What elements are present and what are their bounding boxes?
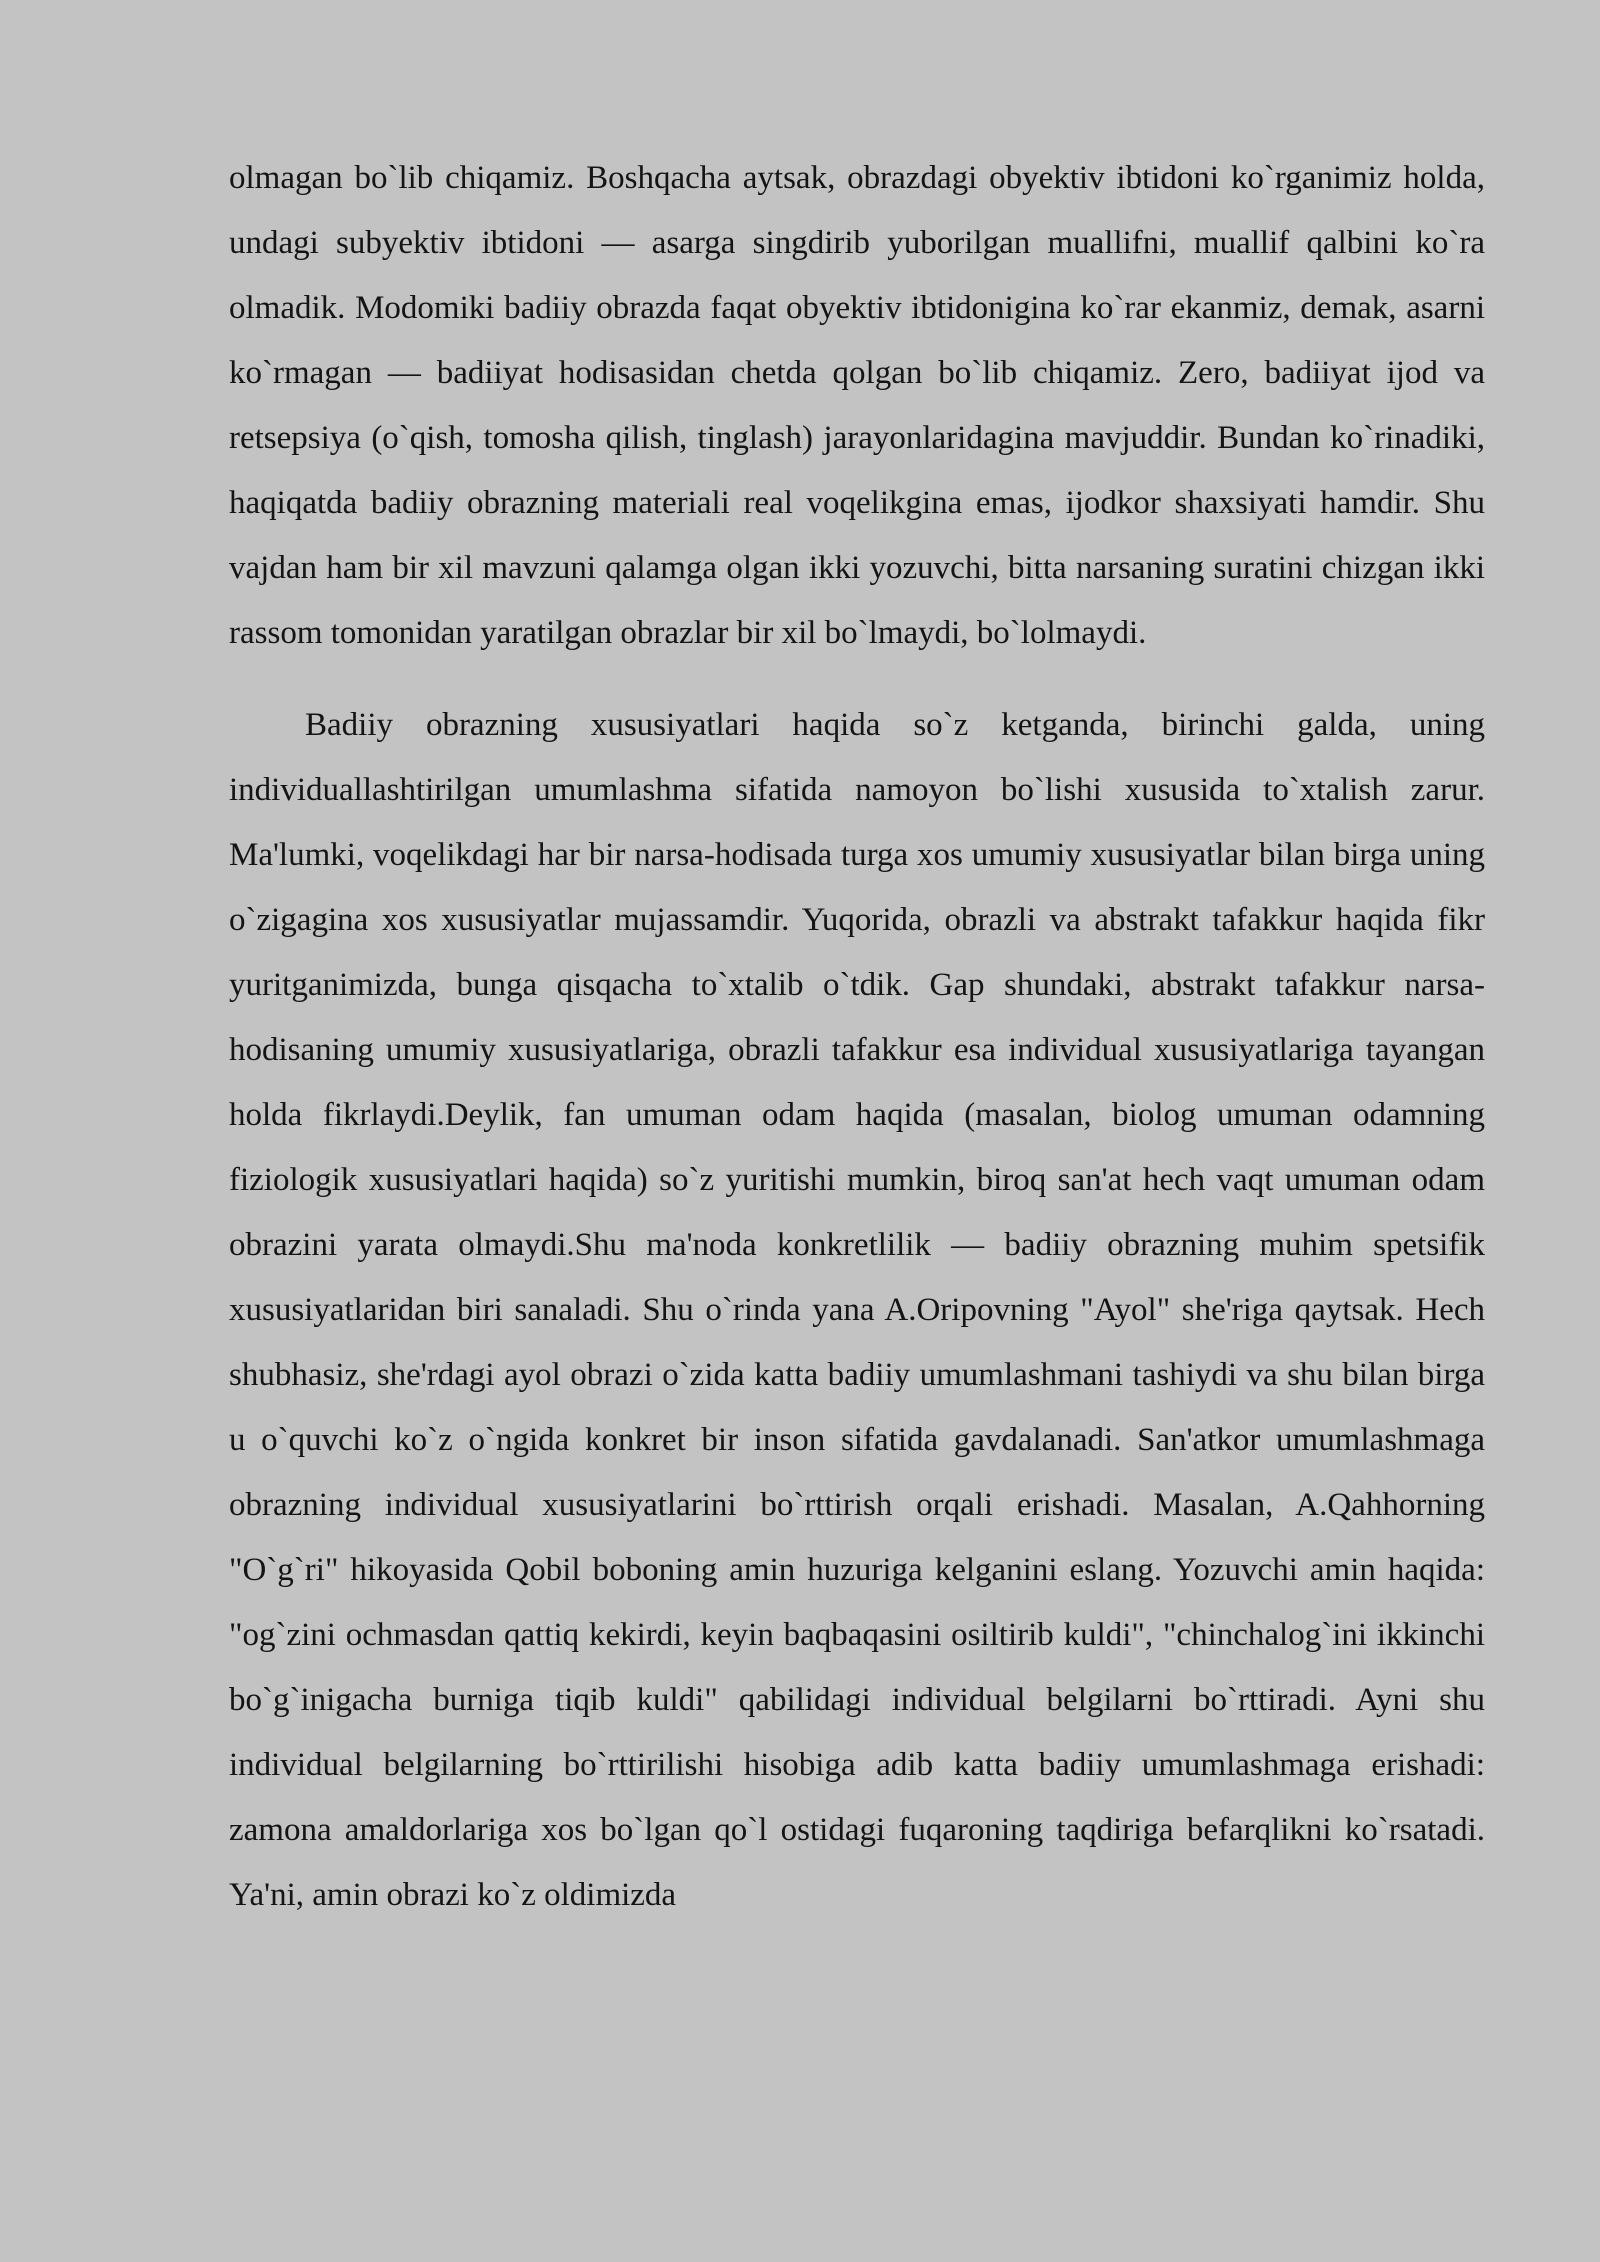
document-body [229, 146, 1485, 1928]
paragraph-1: olmagan bo`lib chiqamiz. Boshqacha aytsak, obrazdagi obyektiv ibtidoni ko`rganimiz holda, undagi subyektiv ibtidoni — asarga singdirib yuborilgan muallifni, muallif qalbini ko`ra olmadik. Modomiki badiiy obrazda faqat obyektiv ibtidonigina ko`rar ekanmiz, demak, asarni ko`rmagan — badiiyat hodisasidan chetda qolgan bo`lib chiqamiz. Zero, badiiyat ijod va retsepsiya (o`qish, tomosha qilish, tinglash) jarayonlaridagina mavjuddir. Bundan ko`rinadiki, haqiqatda badiiy obrazning materiali real voqelikgina emas, ijodkor shaxsiyati hamdir. Shu vajdan ham bir xil mavzuni qalamga olgan ikki yozuvchi, bitta narsaning suratini chizgan ikki rassom tomonidan yaratilgan obrazlar bir xil bo`lmaydi, bo`lolmaydi. [229, 160, 1485, 651]
paragraph-2: Badiiy obrazning xususiyatlari haqida so`z ketganda, birinchi galda, uning individuallashtirilgan umumlashma sifatida namoyon bo`lishi xususida to`xtalish zarur. Ma'lumki, voqelikdagi har bir narsa-hodisada turga xos umumiy xususiyatlar bilan birga uning o`zigagina xos xususiyatlar mujassamdir. Yuqorida, obrazli va abstrakt tafakkur haqida fikr yuritganimizda, bunga qisqacha to`xtalib o`tdik. Gap shundaki, abstrakt tafakkur narsa-hodisaning umumiy xususiyatlariga, obrazli tafakkur esa individual xususiyatlariga tayangan holda fikrlaydi.Deylik, fan umuman odam haqida (masalan, biolog umuman odamning fiziologik xususiyatlari haqida) so`z yuritishi mumkin, biroq san'at hech vaqt umuman odam obrazini yarata olmaydi.Shu ma'noda konkretlilik — badiiy obrazning muhim spetsifik xususiyatlaridan biri sanaladi. Shu o`rinda yana A.Oripovning "Ayol" she'riga qaytsak. Hech shubhasiz, she'rdagi ayol obrazi o`zida katta badiiy umumlashmani tashiydi va shu bilan birga u o`quvchi ko`z o`ngida konkret bir inson sifatida gavdalanadi. San'atkor umumlashmaga obrazning individual xususiyatlarini bo`rttirish orqali erishadi. Masalan, A.Qahhorning "O`g`ri" hikoyasida Qobil boboning amin huzuriga kelganini eslang. Yozuvchi amin haqida: "og`zini ochmasdan qattiq kekirdi, keyin baqbaqasini osiltirib kuldi", "chinchalog`ini ikkinchi bo`g`inigacha burniga tiqib kuldi" qabilidagi individual belgilarni bo`rttiradi. Ayni shu individual belgilarning bo`rttirilishi hisobiga adib katta badiiy umumlashmaga erishadi: zamona amaldorlariga xos bo`lgan qo`l ostidagi fuqaroning taqdiriga befarqlikni ko`rsatadi. Ya'ni, amin obrazi ko`z oldimizda [229, 707, 1485, 1913]
